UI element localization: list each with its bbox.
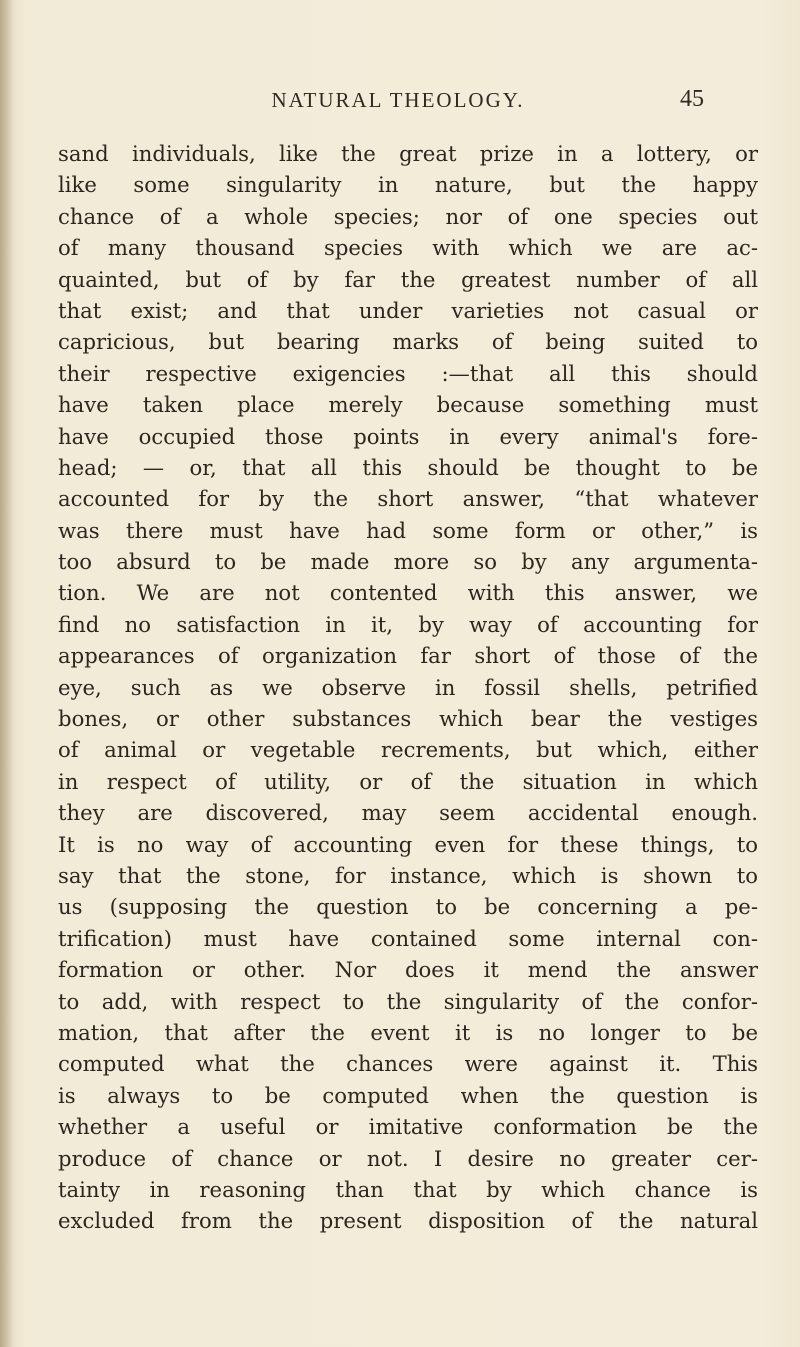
running-title: NATURAL THEOLOGY. (271, 88, 525, 112)
text-line: too absurd to be made more so by any argumenta- (58, 549, 758, 575)
text-line: excluded from the present disposition of the natural (58, 1208, 758, 1234)
text-line: of many thousand species with which we are ac- (58, 235, 758, 261)
text-line: computed what the chances were against it. This (58, 1051, 758, 1077)
text-line: tainty in reasoning than that by which chance is (58, 1176, 758, 1202)
text-line: to add, with respect to the singularity of the confor- (58, 988, 758, 1014)
text-line: sand individuals, like the great prize in a lottery, or (58, 141, 758, 166)
text-line: chance of a whole species; nor of one species out (58, 203, 758, 229)
text-line: like some singularity in nature, but the happy (58, 172, 758, 198)
text-line: formation or other. Nor does it mend the answer (58, 957, 758, 983)
text-line: us (supposing the question to be concerning a pe- (58, 894, 758, 920)
text-line: accounted for by the short answer, “that whatever (58, 486, 758, 512)
page-number: 45 (680, 86, 704, 112)
text-line: was there must have had some form or other,” is (58, 517, 758, 543)
text-line: whether a useful or imitative conformation be the (58, 1114, 758, 1140)
text-line: capricious, but bearing marks of being suited to (58, 329, 758, 355)
text-line: their respective exigencies :—that all this should (58, 360, 758, 386)
text-line: produce of chance or not. I desire no greater cer- (58, 1145, 758, 1171)
text-line: say that the stone, for instance, which is shown to (58, 862, 758, 888)
text-line: that exist; and that under varieties not casual or (58, 297, 758, 323)
text-line: is always to be computed when the question is (58, 1082, 758, 1108)
text-line: have taken place merely because something must (58, 392, 758, 418)
binding-shadow (0, 0, 14, 1347)
text-line: in respect of utility, or of the situation in which (58, 768, 758, 794)
text-line: have occupied those points in every animal's fore- (58, 423, 758, 449)
text-line: bones, or other substances which bear the vestiges (58, 706, 758, 732)
text-line: trification) must have contained some internal con- (58, 925, 758, 951)
text-line: eye, such as we observe in fossil shells, petrified (58, 674, 758, 700)
text-line: quainted, but of by far the greatest number of all (58, 266, 758, 292)
page-header (0, 88, 800, 128)
text-line: head; — or, that all this should be thought to be (58, 454, 758, 480)
text-line: tion. We are not contented with this answer, we (58, 580, 758, 606)
text-line: of animal or vegetable recrements, but which, either (58, 737, 758, 763)
text-line: they are discovered, may seem accidental enough. (58, 800, 758, 826)
text-line: mation, that after the event it is no longer to be (58, 1019, 758, 1045)
text-line: find no satisfaction in it, by way of accounting for (58, 611, 758, 637)
body-text (58, 138, 758, 1237)
text-line: appearances of organization far short of those of the (58, 643, 758, 669)
text-line: It is no way of accounting even for these things, to (58, 831, 758, 857)
